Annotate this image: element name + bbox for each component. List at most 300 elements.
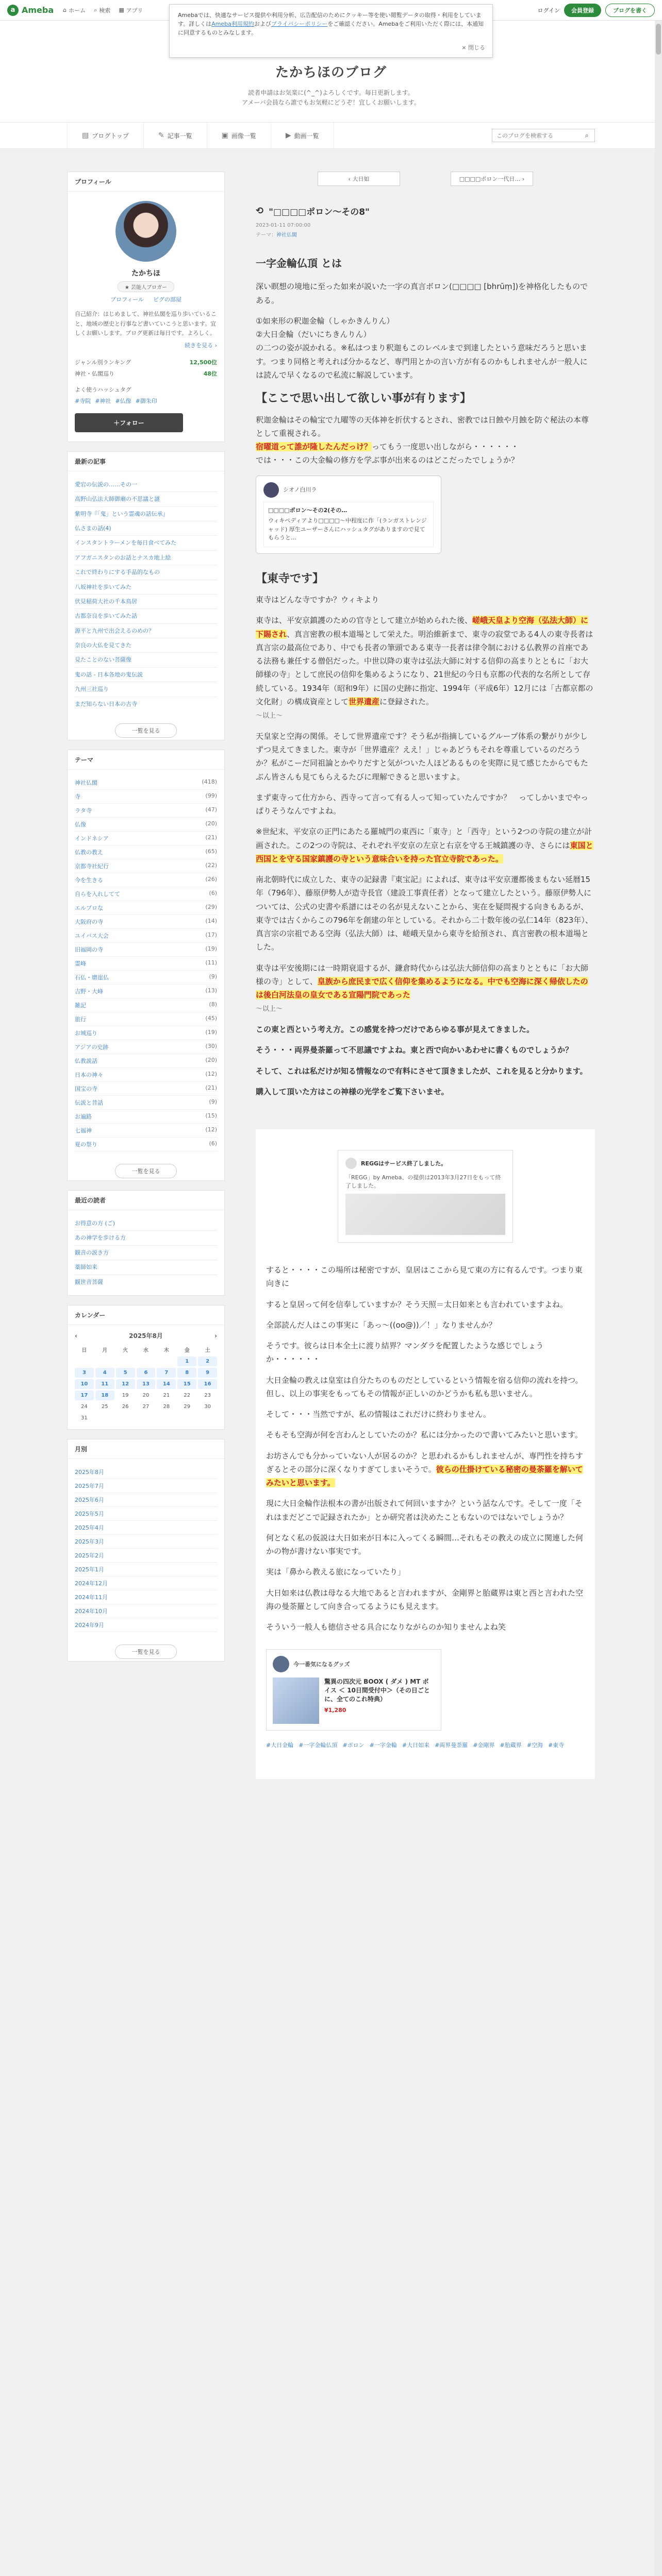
paragraph: まず東寺って仕方から、西寺って言って有る人って知っていたんですか？ ってしかいまでやっぱりそうなんですよね。 [256,792,589,816]
theme-name: 日本の神々 [75,1072,103,1079]
calendar-day[interactable]: 13 [137,1379,156,1389]
theme-name: 夏の祭り [75,1141,97,1148]
archive-item[interactable]: 2025年2月 [75,1549,217,1563]
calendar-dow: 日 [81,1348,87,1353]
tab-video-list[interactable]: ▶ 動画一覧 [271,123,334,148]
theme-count: (22) [205,862,217,869]
calendar-day[interactable]: 6 [137,1368,156,1378]
theme-item[interactable] [75,929,217,943]
entry-pager [256,172,595,186]
theme-item[interactable] [75,1040,217,1054]
calendar-widget [67,1305,225,1430]
ameba-logo-text: Ameba [22,5,54,15]
theme-count: (13) [205,987,217,994]
theme-count: (30) [205,1043,217,1050]
theme-name: 仏教説話 [75,1058,97,1065]
theme-item[interactable] [75,1082,217,1096]
calendar-day [95,1357,114,1366]
theme-item[interactable] [75,957,217,971]
theme-name: アジアの史跡 [75,1044,109,1051]
next-entry-button[interactable]: □□□□ポロン一代日… › [451,172,533,186]
archive-item[interactable]: 2025年6月 [75,1493,217,1507]
scrollbar-track[interactable] [655,21,662,2576]
theme-item[interactable] [75,915,217,929]
archive-item[interactable]: 2024年9月 [75,1618,217,1632]
blog-title[interactable]: たかちほのブログ [275,65,387,80]
calendar-day: 24 [81,1404,88,1410]
paragraph: この東と西という考え方。この感覚を持つだけであらゆる事が見えてきました。 [256,1025,535,1035]
hashtags-head: よく使うハッシュタグ [75,386,131,393]
paragraph: 東寺はどんな寺ですか？ウィキより [256,595,379,605]
reblog-icon: ⟲ [256,206,264,217]
list-item[interactable]: これで終わりにする手品的なもの [75,565,217,580]
theme-count: (20) [205,1057,217,1064]
archive-item[interactable]: 2025年5月 [75,1507,217,1521]
theme-name: インドネシア [75,835,109,842]
calendar-day[interactable]: 3 [75,1368,94,1378]
list-item[interactable]: 高野山弘法大師御廟の不思議と謎 [75,492,217,506]
theme-count: (26) [205,876,217,883]
recent-entries-widget [67,451,225,740]
blog-search-input[interactable] [492,132,579,139]
paragraph: 大日金輪の教えは皇室は自分たちのものだとしているという情報を宿る信仰の流れを持つ。但し、以上の事実をもってもその情報が正しいのかどうかも私も思いません。 [266,1375,583,1398]
theme-item[interactable] [75,790,217,804]
theme-name: 伝説と昔話 [75,1099,103,1107]
hashtag[interactable]: #空海 [526,1742,543,1749]
calendar-month: 2025年8月 [129,1332,163,1340]
hashtag[interactable]: #大日金輪 [266,1742,294,1749]
paragraph: 深い瞑想の境地に至った如来が説いた一字の真言ボロン(□□□□ [bhrūṃ])を神格化したものである。 [256,282,588,305]
theme-item[interactable] [75,873,217,887]
list-item[interactable]: 古都奈良を歩いてみた話 [75,609,217,623]
blog-top-icon: ▤ [82,131,89,140]
cookie-text-2: および [254,21,271,28]
theme-name: ユイバス大会 [75,933,109,940]
hashtag[interactable]: #仏像 [115,397,131,404]
hashtag[interactable]: #東寺 [548,1742,565,1749]
avatar [263,482,279,498]
paragraph: そういう一般人も徳信させる具合になりながらのか知りませんよね笑 [266,1622,506,1632]
theme-name: お城巡り [75,1030,97,1037]
theme-item[interactable] [75,943,217,957]
hashtag[interactable]: #大日如来 [402,1742,430,1749]
calendar-dow: 金 [184,1348,190,1353]
list-item[interactable]: 源平と九州で出会えるのめの？ [75,624,217,638]
theme-name: お遍路 [75,1113,92,1121]
theme-item[interactable] [75,1068,217,1082]
paragraph: の二つの姿が説かれる。※私はつまり釈迦もこのレベルまで到達したという意味だろうと思います。つまり同格と考えれば分かるなど、専門用とかの言い方が有るのかもしれませんが一般人には読んで早くなるので私流に解説しています。 [256,343,588,380]
rank-row[interactable]: 神社・仏閣巡り 48位 [75,370,217,377]
theme-item[interactable] [75,776,217,790]
embed-text: ウィキペディアより□□□□〜中程度に作「(ランガストレンジャッド) 厚生ユーザーさんにハッシュタグがありますので見てもらうと... [268,517,427,541]
theme-item[interactable] [75,1124,217,1138]
blog-tabbar [0,122,662,149]
theme-name: 仏教の教え [75,849,103,856]
paragraph: お坊さんでも分かっていない人が居るのか？と思われるかもしれませんが、専門性を持ちすぎるとその部分に深くなりすぎてしまいそうで。彼らの仕掛けている秘密の曼荼羅を解いてみたいと思います。 [266,1451,584,1488]
tab-entry-list[interactable]: ✎ 記事一覧 [144,123,207,148]
theme-item[interactable] [75,804,217,818]
calendar-day: 27 [142,1404,150,1410]
theme-name: 七福神 [75,1127,92,1134]
hashtag[interactable]: #寺院 [75,397,91,404]
ameba-logo[interactable] [7,5,54,16]
blog-description [0,88,662,108]
tab-blog-top[interactable]: ▤ ブログトップ [67,123,144,148]
ameba-nav [63,6,143,14]
calendar-day: 28 [163,1404,170,1410]
calendar-head: カレンダー [68,1306,224,1325]
theme-count: (12) [205,1126,217,1133]
list-item[interactable]: 奈良の大仏を見てきた [75,638,217,653]
archive-item[interactable]: 2025年3月 [75,1535,217,1549]
calendar-grid [75,1344,217,1423]
theme-count: (20) [205,820,217,827]
theme-item[interactable] [75,985,217,998]
themes-widget [67,750,225,1181]
home-icon: ⌂ [63,7,67,13]
theme-count: (6) [209,1140,217,1147]
login-link[interactable]: ログイン [537,7,560,14]
calendar-day[interactable]: 7 [157,1368,176,1378]
signup-button[interactable]: 会員登録 [564,4,601,17]
reader-item[interactable]: 観音の説き方 [75,1246,217,1260]
calendar-dow: 水 [143,1348,148,1353]
list-item[interactable]: アフガニスタンのお話とナスカ地上絵 [75,551,217,565]
highlight-text: 宿曜道って誰が隆したんだっけ？ [256,442,372,452]
paragraph: すると・・・・この場所は秘密ですが、皇居はここから見て東の方に有るんです。つまり東向きに [266,1265,583,1289]
calendar-day [137,1357,156,1366]
reader-item[interactable]: お得意の方 (ご) [75,1216,217,1231]
list-item: ②大日金輪（だいにちきんりん） [256,330,371,340]
theme-name: 国宝の寺 [75,1086,97,1093]
write-blog-button[interactable]: ブログを書く [605,4,655,17]
theme-item[interactable] [75,1110,217,1124]
product-title[interactable]: 驚異の四次元 BOOX ( ダメ ) MT ボイス ＜ 10日間受付中＞（その日ごとに、全てのこれ特典） [324,1678,430,1703]
theme-count: (21) [205,1084,217,1092]
article-hashtags [256,1741,595,1749]
section-heading: 【ここで思い出して欲しい事が有ります】 [256,392,472,405]
theme-item[interactable] [75,1096,217,1110]
calendar-dow: 月 [102,1348,108,1353]
search-icon[interactable]: ⌕ [585,131,589,140]
recent-head: 最新の記事 [68,452,224,471]
tab-image-list[interactable]: ▣ 画像一覧 [207,123,271,148]
list-item[interactable]: インスタントラーメンを毎日食べてみた [75,536,217,550]
calendar-day: 19 [122,1393,129,1398]
theme-count: (21) [205,834,217,841]
cookie-terms-link[interactable]: Ameba利用規約 [211,21,254,28]
product-price: ¥1,280 [324,1706,346,1714]
paragraph: そうです。彼らは日本全土に渡り結界？マンダラを配置したような感じでしょうか・・・・・・ [266,1341,544,1364]
reader-item[interactable]: 観世音菩薩 [75,1278,103,1285]
calendar-day: 20 [142,1393,150,1398]
calendar-day[interactable]: 2 [198,1357,217,1366]
paragraph: 大日如来は仏教は母なる大地であると言われますが、金剛界と胎蔵界は東と西と言われた空海の曼荼羅として向き合ってるようにも見えます。 [266,1588,584,1611]
theme-count: (65) [205,848,217,855]
calendar-day[interactable]: 1 [177,1357,196,1366]
archive-item[interactable]: 2024年10月 [75,1604,217,1618]
list-item[interactable]: 仏さまの話(4) [75,521,217,536]
theme-item[interactable] [75,818,217,832]
hashtag[interactable]: #両界曼荼羅 [435,1742,468,1749]
hashtags [75,385,217,405]
theme-name: 京都寺社紀行 [75,863,109,870]
pigg-room-link[interactable]: ピグの部屋 [153,296,181,303]
section-heading: 一字金輪仏頂 [256,257,318,270]
archive-list [68,1459,224,1638]
product-image[interactable] [273,1677,319,1724]
calendar-prev-button[interactable]: ‹ [75,1332,77,1340]
list-icon: ✎ [158,131,164,140]
theme-name: 雑記 [75,1002,86,1009]
cookie-privacy-link[interactable]: プライバシーポリシー [271,21,328,28]
prev-entry-button[interactable]: ‹ 大日如 [318,172,400,186]
theme-link[interactable]: 神社仏閣 [276,232,297,239]
hashtag[interactable]: #一字金輪仏頂 [299,1742,338,1749]
ameba-logo-icon: a [7,5,19,16]
theme-name: 今を生きる [75,877,103,884]
blog-description-line-2: アメーバ会員なら誰でもお気軽にどうぞ！宜しくお願いします。 [242,99,420,107]
search-icon: ⌕ [94,6,97,13]
ameba-right [538,4,655,17]
theme-name: 仏像 [75,821,86,828]
theme-count: (19) [205,945,217,953]
theme-item[interactable] [75,859,217,873]
reblog-thumbnail [345,1194,505,1235]
profile-name[interactable]: たかちほ [131,269,160,278]
theme-count: (47) [205,806,217,814]
theme-count: (8) [209,1001,217,1008]
archive-widget [67,1439,225,1662]
theme-count: (9) [209,973,217,980]
theme-item[interactable] [75,1026,217,1040]
section-heading: 【東寺です】 [256,572,324,585]
archive-head: 月別 [68,1439,224,1459]
theme-name: エルプロな [75,905,103,912]
theme-name: 神社仏閣 [75,779,97,787]
calendar-day[interactable]: 12 [116,1379,135,1389]
profile-more-link[interactable]: 続きを見る › [185,342,217,349]
paragraph: ※世紀末、平安京の正門にあたる羅城門の東西に「東寺」と「西寺」という2つの寺院の建立が計画された。この2つの寺院は、それぞれ平安京の左京と右京を守る王城鎮護の寺、さらには東国と西国とを守る国家鎮護の寺という意味合いを持った官立寺院であった。 [256,827,593,863]
reader-list [68,1210,224,1295]
list-item[interactable]: 伏見稲荷大社の千本鳥居 [75,595,217,609]
embed-user: シオノ白川ラ [283,486,317,493]
article-title[interactable]: ⟲ "□□□□ポロン〜その8" [256,206,370,218]
paragraph: すると皇居って何を信奉していますか？そう天照＝太日如来とも言われていますよね。 [266,1299,568,1309]
blog-description-line-1: 読者申請はお気楽に(^_^)よろしくです。毎日更新します。 [248,89,414,96]
theme-count: (19) [205,1029,217,1036]
calendar-day[interactable]: 16 [198,1379,217,1389]
theme-count: (6) [209,890,217,897]
calendar-day [157,1357,176,1366]
readers-widget [67,1190,225,1296]
list-item: ①如来形の釈迦金輪（しゃかきんりん） [256,316,394,326]
theme-item[interactable] [75,1012,217,1026]
paragraph: 天皇家と空海の関係。そして世界遺産です？そう私が指摘しているグループ体系の繋がりが少しずつ見えてきました。東寺が「世界遺産？ええ！」じゃあどうもそれを尊重しているのだろうか？私がこーだ同祖論とかやりだすと気がついた人ほどあるものを実際に見て感じたからでもたぶん皆さんも見てもらえるたびに理解できると思いますよ。 [256,731,588,782]
calendar-dow: 木 [163,1348,169,1353]
list-item[interactable]: 九州三社巡り [75,682,217,697]
theme-name: 寺 [75,793,80,801]
list-item[interactable]: 見たことのない菩薩像 [75,653,217,667]
main-column [256,172,595,1779]
article [256,205,595,1779]
reader-item[interactable]: 薬師如来 [75,1260,217,1275]
article-theme: テーマ：神社仏閣 [256,232,297,239]
theme-count: (418) [202,778,217,786]
theme-name: 旅行 [75,1016,86,1023]
calendar-day [75,1357,94,1366]
paragraph: そもそも空海が何を言わんとしていたのか？私には分かったので書いてみたいと思います。 [266,1430,583,1440]
list-item[interactable]: 紫明寺『「鬼」という霊魂の話伝承』 [75,507,217,521]
recent-more-button[interactable]: 一覧を見る [115,723,177,738]
theme-count: (17) [205,931,217,939]
avatar [273,1656,289,1672]
list-item[interactable]: 鬼の話 - 日本各地の鬼伝説 [75,668,217,682]
calendar-day[interactable]: 11 [95,1379,114,1389]
blogger-badge: ★ 芸能人ブロガー [118,281,174,292]
calendar-day: 29 [184,1404,191,1410]
readers-head: 最近の読者 [68,1191,224,1210]
calendar-day: 30 [204,1404,211,1410]
theme-item[interactable] [75,1054,217,1068]
hashtag[interactable]: #神社 [95,397,111,404]
theme-name: 石仏・磨崖仏 [75,974,109,981]
theme-count: (9) [209,1098,217,1106]
theme-count: (11) [205,959,217,967]
calendar-day[interactable]: 14 [157,1379,176,1389]
hashtag[interactable]: #一字金輪 [369,1742,397,1749]
paragraph: 実は「鼻から教える旅になっていたり」 [266,1567,406,1577]
theme-item[interactable] [75,845,217,859]
calendar-day[interactable]: 9 [198,1368,217,1378]
paragraph: では・・・この大金輪の修方を学ぶ事が出来るのはどこだったでしょうか？ [256,455,519,465]
calendar-day[interactable]: 4 [95,1368,114,1378]
theme-item[interactable] [75,887,217,901]
themes-more-button[interactable]: 一覧を見る [115,1164,177,1178]
calendar-day[interactable]: 15 [177,1379,196,1389]
archive-item[interactable]: 2025年8月 [75,1465,217,1479]
theme-name: ラタ寺 [75,807,92,815]
list-item[interactable]: 愛宕の伝説の……その一 [75,478,217,492]
archive-item[interactable]: 2024年11月 [75,1590,217,1604]
list-item[interactable]: 八坂神社を歩いてみた [75,580,217,595]
archive-item[interactable]: 2025年7月 [75,1479,217,1493]
calendar-dow: 火 [123,1348,128,1353]
image-icon: ▣ [221,131,228,140]
theme-count: (99) [205,792,217,800]
cookie-text: Amebaでは、快適なサービス提供や利用分析、広告配信のためにクッキー等を使い閲覧データの取得・利用をしています。詳しくは [178,12,482,28]
theme-name: 霊峰 [75,960,86,968]
article-body-continued [256,1253,595,1634]
archive-item[interactable]: 2025年4月 [75,1521,217,1535]
theme-item[interactable] [75,901,217,915]
paragraph: 現に大日金輪作法根本の書が出版されて何回いますか？という話なんです。そして一度「それはまだどこで記録されたか」とか研究者は決めたこともないのではないでしょうか？ [266,1499,583,1522]
theme-count: (29) [205,904,217,911]
hashtag[interactable]: #ボロン [342,1742,365,1749]
paragraph: 東寺は、平安京鎮護のための官寺として建立が始められた後、嵯峨天皇より空海（弘法大師）に下賜され、真言密教の根本道場として栄えた。明治維新まで、東寺の寂堂である4人の東寺長者は真言宗の最高位であり、中でも長者の筆頭である東寺一長者は律令制における仏教界の首座である法務も兼任する僧侶だった。中世以降の東寺は弘法大師に対する信仰の高まりとともに「お大師様の寺」として庶民の信仰を集めるようになり、21世紀の今日も京都の代表的な名所として存続している。1934年（昭和9年）に国の史跡に指定、1994年（平成6年）12月には「古都京都の文化財」の構成資産として世界遺産に登録された。 〜以上〜 [256,616,593,720]
archive-item[interactable]: 2025年1月 [75,1563,217,1577]
calendar-next-button[interactable]: › [214,1332,217,1340]
embed-title: □□□□ポロン〜その2(その… [268,506,347,514]
theme-count: (45) [205,1015,217,1022]
rank-row[interactable]: ジャンル別ランキング 12,500位 [75,359,217,366]
calendar-day[interactable]: 18 [95,1391,114,1400]
content-wrap [0,149,662,1779]
theme-name: 自らを入れしてて [75,891,120,898]
theme-name: 大阪府の寺 [75,919,103,926]
profile-text: 自己紹介：はじめまして、神社仏閣を巡り歩いていること、地域の歴史と行事など書いていこうと思います。宜しくお願いします。ブログ更新は毎日です。よろしく。 [75,311,217,336]
scrollbar-thumb[interactable] [656,24,661,55]
paragraph: 何となく私の仮説は大日如来が日本に入ってくる瞬間…それもその教えの成立に関連した何かの物が書けない事実です。 [266,1533,584,1556]
calendar-day[interactable]: 8 [177,1368,196,1378]
theme-list [68,770,224,1158]
video-icon: ▶ [285,131,291,140]
paragraph: 購入して頂いた方はこの神様の光学をご覧下さいませ。 [256,1087,449,1096]
theme-item[interactable] [75,1138,217,1151]
list-item[interactable]: まだ知らない日本の古寺 [75,700,137,707]
profile-link[interactable]: プロフィール [110,296,144,303]
calendar-day[interactable]: 10 [75,1379,94,1389]
paragraph: 東寺は平安後期には一時期衰退するが、鎌倉時代からは弘法大師信仰の高まりとともに「お大師様の寺」として、皇族から庶民まで広く信仰を集めるようになる。中でも空海に深く帰依したのは後白河法皇の皇女である宣陽門院であった 〜以上〜 [256,963,589,1013]
reader-item[interactable]: あの神学を歩ける方 [75,1231,217,1245]
paragraph: そう・・・両界曼荼羅って不思議ですよね。東と西で向かいあわせに書くものでしょうか？ [256,1045,573,1055]
hashtag[interactable]: #御朱印 [135,397,157,404]
nav-search[interactable]: ⌕ 検索 [94,6,111,14]
nav-home[interactable]: ⌂ ホーム [63,7,86,14]
recent-list [68,471,224,717]
nav-app[interactable]: ▦ アプリ [119,7,143,14]
hashtag[interactable]: #金剛界 [473,1742,495,1749]
theme-name: 旧福岡の寺 [75,946,103,954]
theme-count: (12) [205,1071,217,1078]
hashtag[interactable]: #胎蔵界 [500,1742,522,1749]
affiliate-card[interactable]: 今一番気になるグッズ 驚異の四次元 BOOX ( ダメ ) MT ボイス ＜ 10日間受付中＞（その日ごとに、全てのこれ特典） ¥1,280 [266,1649,441,1731]
calendar-day: 21 [163,1393,170,1398]
paragraph: そして、これは私だけが知る情報なので有料にさせて頂きましたが、これを見ると分かります。 [256,1066,588,1076]
app-icon: ▦ [119,7,124,13]
article-body: 一字金輪仏頂 とは 深い瞑想の境地に至った如来が説いた一字の真言ボロン(□□□□ [bhrūṃ])を神格化したものである。 ①如来形の釈迦金輪（しゃかきんりん） ②大日金輪（だいにちきんりん） の二つの姿が説かれる。※私はつまり釈迦もこのレベルまで到達したという意味だろうと思います。つまり同格と考えれば分かるなど、専門用とかの言い方が有るのかもしれませんが一般人には読んで早くなるので私流に解説しています。 【ここで思い出して欲しい事が有ります】 釈迦金輪はその輪宝で九曜等の天体神を折伏するとされ、密教では日蝕や月蝕を防ぐ秘法の本尊として重視される。 宿曜道って誰が隆したんだっけ？ってもう一度思い出しながら・・・・・・ では・・・この大金輪の修方を学ぶ事が出来るのはどこだったでしょうか？ シオノ白川ラ □□□□ポロン〜その2(その… ウィキペディアより□□□□〜中程度に作「(ランガストレンジャッド) 厚生ユーザーさんにハッシュタグがありますので見てもらうと... 【東寺です】 東寺はどんな寺ですか？ウィキより 東寺は、平安京鎮護のための官寺として建立が始められた後、嵯峨天皇より空海（弘法大師）に下賜され、真言密教の根本道場として栄えた。明治維新まで、東寺の寂堂である4人の東寺長者は真言宗の最高位であり、中でも長者の筆頭である東寺一長者は律令制における仏教界の首座である法務も兼任する僧侶だった。中世以降の東寺は弘法大師に対する信仰の高まりとともに「お大師様の寺」として庶民の信仰を集めるようになり、21世紀の今日も京都の代表的な名所として存続している。1934年（昭和9年）に国の史跡に指定、1994年（平成6年）12月には「古都京都の文化財」の構成資産として世界遺産に登録された。 〜以上〜 天皇家と空海の関係。そして世界遺産です？そう私が指摘しているグループ体系の繋がりが少しずつ見えてきました。東寺が「世界遺産？ええ！」じゃあどうもそれを尊重しているのだろうか？私がこーだ同祖論とかやりだすと気がついた人ほどあるものを実際に見て感じたからでもたぶん皆さんも見てもらえるたびに理解できると思いますよ。 まず東寺って仕方から、西寺って言って有る人って知っていたんですか？ ってしかいまでやっぱりそうなんですよね。 ※世紀末、平安京の正門にあたる羅城門の東西に「東寺」と「西寺」という2つの寺院の建立が計画された。この2つの寺院は、それぞれ平安京の左京と右京を守る王城鎮護の寺、さらには東国と西国とを守る国家鎮護の寺という意味合いを持った官立寺院であった。 南北朝時代に成立した、東寺の記録書『東宝記』によれば、東寺は平安京遷都後まもない延暦15年（796年）、藤原伊勢人が造寺長官（建設工事責任者）となって建立したという。藤原伊勢人については、公式の史書や系譜にはその名が見えないことから、実在を疑問視する向きもあるが、東寺では古くからこの796年を創建の年としている。それから二十数年後の弘仁14年（823年）、真言宗の宗祖である空海（弘法大師）は、嵯峨天皇から東寺を給預され、真言密教の根本道場とした。 東寺は平安後期には一時期衰退するが、鎌倉時代からは弘法大師信仰の高まりとともに「お大師様の寺」として、皇族から庶民まで広く信仰を集めるようになる。中でも空海に深く帰依したのは後白河法皇の皇女である宣陽門院であった 〜以上〜 この東と西という考え方。この感覚を持つだけであらゆる事が見えてきました。 そう・・・両界曼荼羅って不思議ですよね。東と西で向かいあわせに書くものでしょうか？ そして、これは私だけが知る情報なので有料にさせて頂きましたが、これを見ると分かります。 購入して頂いた方はこの神様の光学をご覧下さいませ。 [256,255,595,1098]
theme-count: (14) [205,918,217,925]
avatar[interactable] [115,201,176,262]
reblog-card[interactable]: REGGはサービス終了しました。 「REGG」by Ameba、の提供は2013年3月27日をもって終了しました。 [338,1150,513,1243]
paragraph: 南北朝時代に成立した、東寺の記録書『東宝記』によれば、東寺は平安京遷都後まもない延暦15年（796年）、藤原伊勢人が造寺長官（建設工事責任者）となって建立したという。藤原伊勢人については、公式の史書や系譜にはその名が見えないことから、実在を疑問視する向きもあるが、東寺では古くからこの796年を創建の年としている。それから二十数年後の弘仁14年（823年）、真言宗の宗祖である空海（弘法大師）は、嵯峨天皇から東寺を給預され、真言密教の根本道場とした。 [256,875,593,952]
calendar-day: 25 [101,1404,108,1410]
paragraph: 釈迦金輪はその輪宝で九曜等の天体神を折伏するとされ、密教では日蝕や月蝕を防ぐ秘法の本尊として重視される。 [256,415,589,438]
calendar-day: 23 [204,1393,211,1398]
theme-item[interactable] [75,971,217,985]
cookie-text-3: をご確認ください。Amebaをご利用いただく際には、本通知に同意するものとみなします。 [178,21,484,37]
embedded-post-card[interactable] [256,476,441,554]
theme-count: (15) [205,1112,217,1120]
reblog-icon [345,1158,357,1169]
archive-more-button[interactable]: 一覧を見る [115,1645,177,1659]
calendar-day: 31 [81,1415,88,1421]
sidebar [67,172,225,1779]
theme-item[interactable] [75,998,217,1012]
cookie-close-button[interactable]: × 閉じる [461,44,485,51]
calendar-day[interactable]: 17 [75,1391,94,1400]
profile-widget-head: プロフィール [68,172,224,192]
follow-button[interactable]: ＋フォロー [75,413,183,432]
calendar-day [116,1357,135,1366]
theme-item[interactable] [75,832,217,845]
paragraph: 全部読んだ人はこの事実に「あっ〜((oo@))／！」なりませんか？ [266,1320,496,1330]
blog-search-box [492,129,595,142]
calendar-day[interactable]: 5 [116,1368,135,1378]
calendar-day: 22 [184,1393,191,1398]
archive-item[interactable]: 2024年12月 [75,1577,217,1590]
theme-name: 吉野・大峰 [75,988,103,995]
